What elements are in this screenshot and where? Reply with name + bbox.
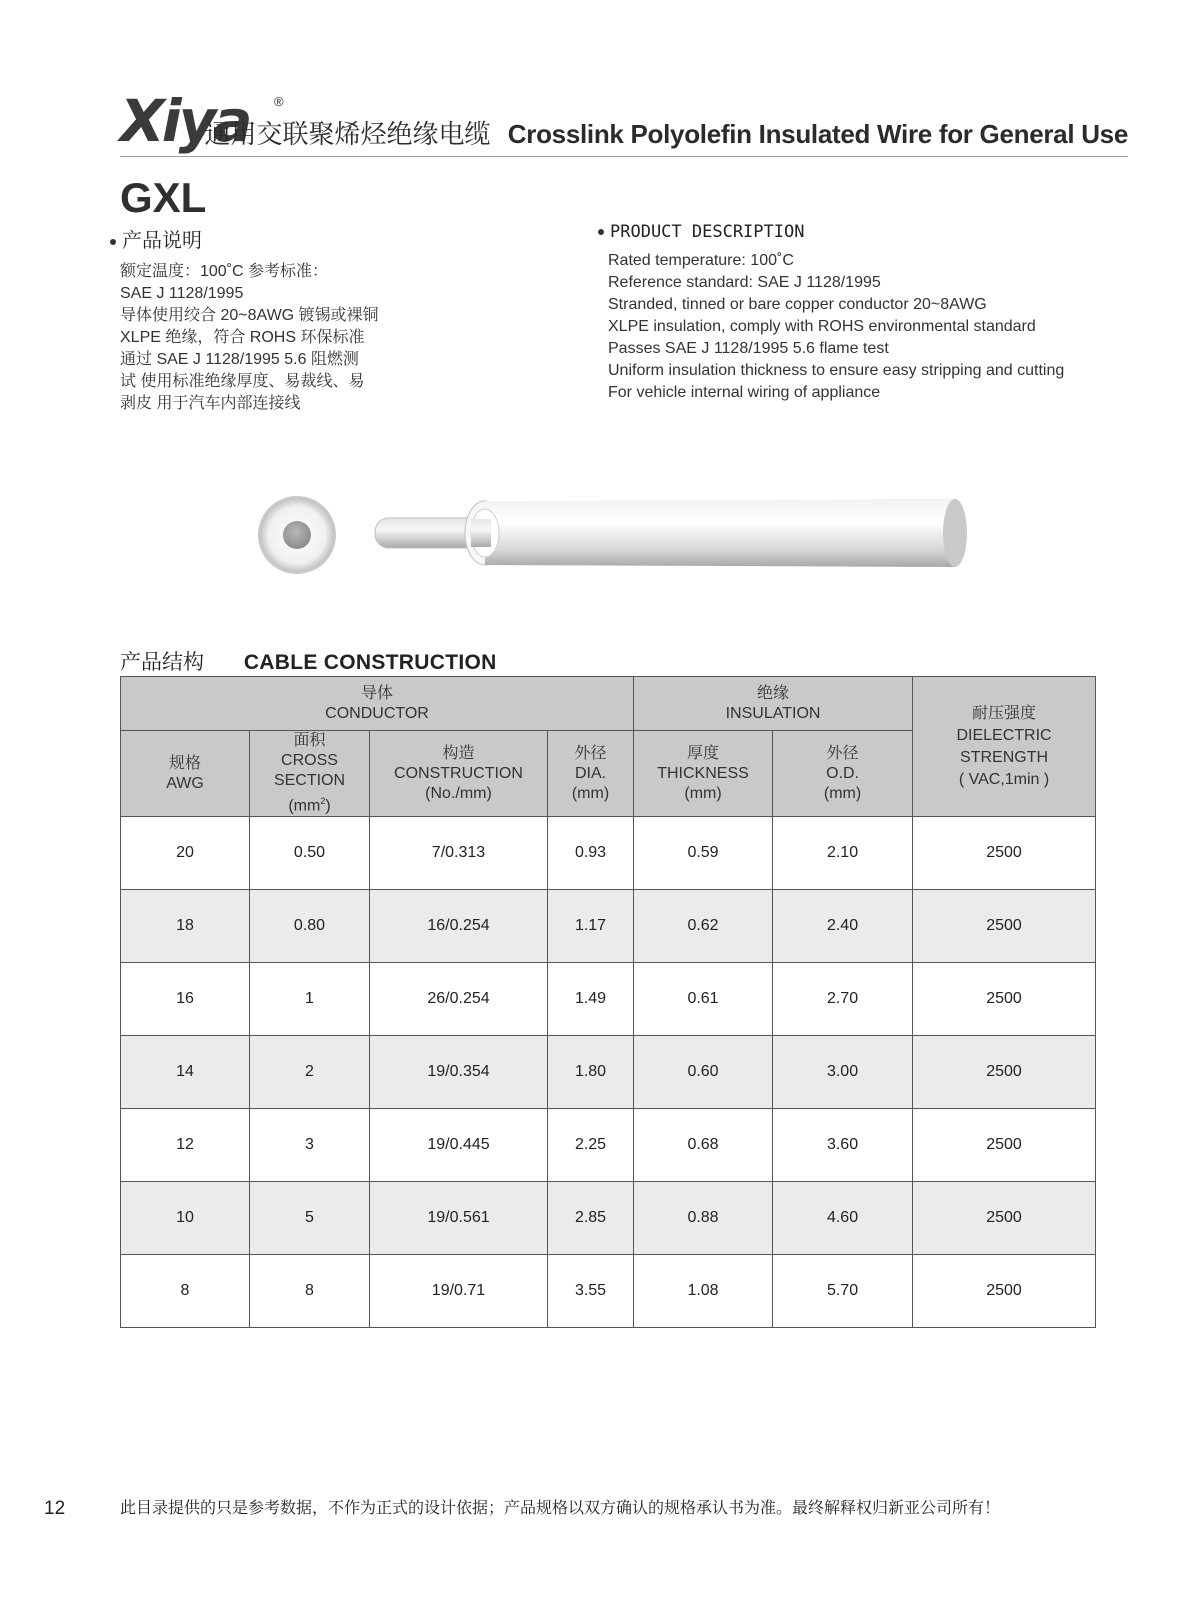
header-construction-en: CONSTRUCTION [394, 764, 523, 782]
cell-od: 2.40 [773, 890, 913, 963]
description-en-line: For vehicle internal wiring of appliance [608, 384, 881, 401]
cell-cross-section: 0.50 [250, 817, 370, 890]
header-dielectric-unit: ( VAC,1min ) [958, 770, 1050, 788]
header-cross-unit-text: (mm [288, 797, 321, 815]
table-row [121, 890, 1096, 963]
header-cross-en1: CROSS [281, 752, 338, 769]
header-construction-unit: (No./mm) [425, 784, 492, 802]
header-thickness-cn: 厚度 [687, 744, 720, 762]
bullet-icon [598, 229, 604, 235]
cell-thickness: 0.88 [634, 1182, 773, 1255]
header-cross-unit-sup: 2 [320, 796, 326, 806]
cell-thickness: 0.68 [634, 1109, 773, 1182]
header-dia-cn: 外径 [574, 744, 607, 762]
cell-construction: 19/0.561 [370, 1182, 548, 1255]
cell-cross-section: 1 [250, 963, 370, 1036]
description-cn-line: SAE J 1128/1995 [120, 285, 244, 302]
cell-cross-section: 2 [250, 1036, 370, 1109]
cell-thickness: 0.60 [634, 1036, 773, 1109]
cell-awg: 20 [121, 817, 250, 890]
header-conductor-cn: 导体 [361, 684, 394, 702]
description-cn-line: XLPE 绝缘，符合 ROHS 环保标准 [120, 329, 365, 346]
cell-cross-section: 3 [250, 1109, 370, 1182]
cell-thickness: 0.59 [634, 817, 773, 890]
header-dia-unit: (mm) [571, 784, 610, 802]
header-cross-cn: 面积 [293, 732, 326, 749]
header-insulation [634, 677, 913, 731]
description-en-line: Rated temperature: 100˚C [608, 252, 794, 269]
header-dia-en: DIA. [574, 764, 607, 782]
table-row [121, 1036, 1096, 1109]
description-en-line: Reference standard: SAE J 1128/1995 [608, 274, 881, 291]
header-cross-section [250, 731, 370, 817]
description-cn-line: 试 使用标准绝缘厚度、易裁线、易 [120, 373, 365, 390]
description-cn-heading-text: 产品说明 [122, 230, 202, 252]
header-insulation-en: INSULATION [725, 704, 821, 722]
cell-od: 4.60 [773, 1182, 913, 1255]
header-construction-cn: 构造 [442, 744, 475, 762]
cell-od: 3.00 [773, 1036, 913, 1109]
cell-awg: 12 [121, 1109, 250, 1182]
cell-awg: 18 [121, 890, 250, 963]
footer-disclaimer: 此目录提供的只是参考数据，不作为正式的设计依据；产品规格以双方确认的规格承认书为准。最终解释权归新亚公司所有！ [120, 1500, 1001, 1517]
description-en-heading-text: PRODUCT DESCRIPTION [610, 222, 805, 242]
cell-dielectric: 2500 [913, 1109, 1096, 1182]
header-title-cn: 通用交联聚烯烃绝缘电缆 [204, 119, 491, 149]
description-en-heading [598, 222, 1138, 242]
header-cross-en2: SECTION [273, 772, 346, 789]
cell-construction: 19/0.354 [370, 1036, 548, 1109]
header-od-unit: (mm) [823, 784, 862, 802]
model-name: GXL [120, 174, 207, 221]
cell-cross-section: 0.80 [250, 890, 370, 963]
header-divider [120, 156, 1128, 157]
cell-dia: 2.85 [548, 1182, 634, 1255]
header-insulation-cn: 绝缘 [757, 684, 790, 702]
cell-awg: 10 [121, 1182, 250, 1255]
cell-thickness: 0.61 [634, 963, 773, 1036]
header-awg [121, 731, 250, 817]
header-conductor-dia [548, 731, 634, 817]
cell-dielectric: 2500 [913, 817, 1096, 890]
cell-dia: 1.80 [548, 1036, 634, 1109]
cell-dia: 1.49 [548, 963, 634, 1036]
cell-dielectric: 2500 [913, 963, 1096, 1036]
brand-logo: Xiya [120, 87, 250, 155]
cell-cross-section: 5 [250, 1182, 370, 1255]
cell-od: 5.70 [773, 1255, 913, 1328]
cell-dielectric: 2500 [913, 1182, 1096, 1255]
table-row [121, 963, 1096, 1036]
cell-dielectric: 2500 [913, 890, 1096, 963]
cell-construction: 7/0.313 [370, 817, 548, 890]
description-cn-line: 通过 SAE J 1128/1995 5.6 阻燃测 [120, 351, 359, 368]
description-en [598, 222, 1138, 404]
registered-mark: ® [274, 94, 284, 109]
construction-section-title [120, 646, 497, 676]
description-en-line: Passes SAE J 1128/1995 5.6 flame test [608, 340, 889, 357]
cell-dia: 3.55 [548, 1255, 634, 1328]
header-dielectric-cn: 耐压强度 [972, 704, 1037, 722]
header-dielectric-strength [913, 677, 1096, 817]
header-title-en: Crosslink Polyolefin Insulated Wire for General Use [507, 119, 1128, 149]
table-row [121, 1109, 1096, 1182]
header-cross-unit-close: ) [325, 797, 331, 815]
header-construction [370, 731, 548, 817]
cell-dia: 2.25 [548, 1109, 634, 1182]
header-outer-dia [773, 731, 913, 817]
description-cn [110, 224, 430, 415]
construction-title-en: CABLE CONSTRUCTION [243, 651, 497, 674]
table-row [121, 817, 1096, 890]
cable-cross-section-icon [259, 497, 335, 573]
description-en-line: Uniform insulation thickness to ensure easy stripping and cutting [608, 362, 1065, 379]
header-awg-en: AWG [166, 774, 204, 792]
header-awg-cn: 规格 [168, 754, 201, 772]
header-conductor-en: CONDUCTOR [325, 704, 429, 722]
cell-awg: 8 [121, 1255, 250, 1328]
table-row [121, 1182, 1096, 1255]
header-cross-unit [250, 791, 369, 816]
cell-od: 2.70 [773, 963, 913, 1036]
description-cn-line: 导体使用绞合 20~8AWG 镀锡或裸铜 [120, 307, 379, 324]
table-row [121, 1255, 1096, 1328]
description-en-line: XLPE insulation, comply with ROHS environmental standard [608, 318, 1036, 335]
header-od-cn: 外径 [826, 744, 859, 762]
cell-cross-section: 8 [250, 1255, 370, 1328]
cell-construction: 16/0.254 [370, 890, 548, 963]
description-en-line: Stranded, tinned or bare copper conductor 20~8AWG [608, 296, 987, 313]
header-thickness-unit: (mm) [684, 784, 722, 802]
cell-dielectric: 2500 [913, 1036, 1096, 1109]
header-thickness-en: THICKNESS [657, 764, 749, 782]
cable-illustration [255, 485, 985, 595]
cell-thickness: 1.08 [634, 1255, 773, 1328]
cell-dielectric: 2500 [913, 1255, 1096, 1328]
header-od-en: O.D. [826, 764, 859, 782]
cable-side-view-icon [375, 499, 967, 567]
cell-awg: 16 [121, 963, 250, 1036]
cell-construction: 19/0.445 [370, 1109, 548, 1182]
cell-dia: 0.93 [548, 817, 634, 890]
header-conductor [121, 677, 634, 731]
description-cn-heading [110, 224, 430, 253]
header-dielectric-en1: DIELECTRIC [956, 726, 1052, 744]
cell-thickness: 0.62 [634, 890, 773, 963]
header-dielectric-en2: STRENGTH [960, 748, 1049, 766]
header-thickness [634, 731, 773, 817]
page-header-title [205, 114, 1128, 151]
description-cn-line: 额定温度：100˚C 参考标准： [120, 263, 329, 280]
cell-od: 2.10 [773, 817, 913, 890]
cell-construction: 26/0.254 [370, 963, 548, 1036]
description-cn-line: 剥皮 用于汽车内部连接线 [120, 395, 301, 412]
cell-awg: 14 [121, 1036, 250, 1109]
bullet-icon [110, 239, 116, 245]
cable-construction-table [120, 676, 1096, 1328]
construction-title-cn: 产品结构 [120, 651, 204, 674]
cell-construction: 19/0.71 [370, 1255, 548, 1328]
cell-od: 3.60 [773, 1109, 913, 1182]
page-number: 12 [44, 1498, 66, 1519]
cell-dia: 1.17 [548, 890, 634, 963]
